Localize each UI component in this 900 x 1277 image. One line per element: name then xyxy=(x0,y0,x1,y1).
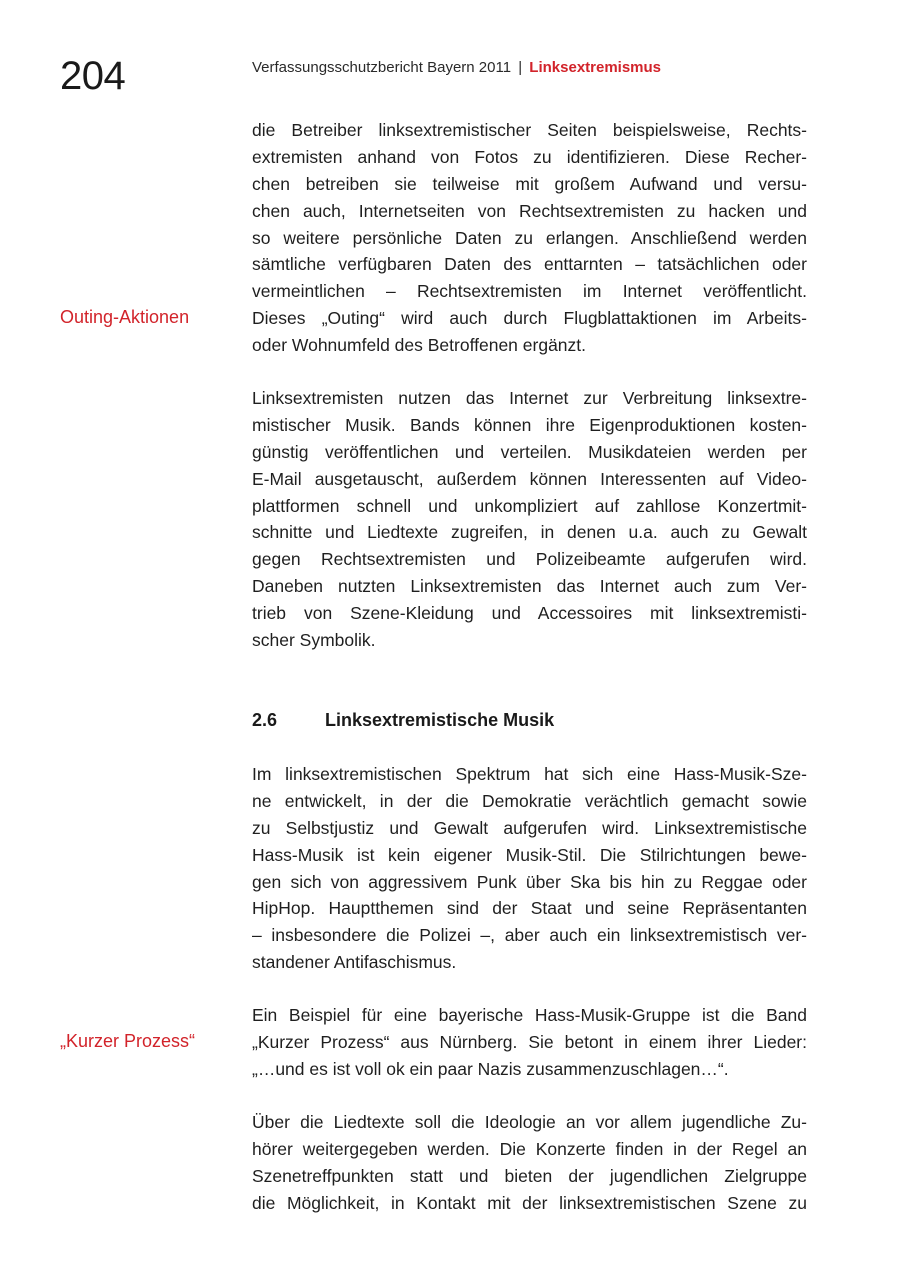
text-line: sämtliche verfügbaren Daten des enttarnten – tatsächlichen oder xyxy=(252,254,807,275)
text-line: chen betreiben sie teilweise mit großem Aufwand und versu- xyxy=(252,173,807,194)
text-line: günstig veröffentlichen und verteilen. Musikdateien werden per xyxy=(252,441,807,462)
section-number: 2.6 xyxy=(252,710,278,730)
paragraph-lyrics-ideology xyxy=(252,1109,807,1217)
paragraph-internet-music xyxy=(252,385,807,654)
text-line: scher Symbolik. xyxy=(252,630,376,651)
text-line: Ein Beispiel für eine bayerische Hass-Musik-Gruppe ist die Band xyxy=(252,1005,807,1025)
section-heading xyxy=(252,707,554,733)
text-line: Im linksextremistischen Spektrum hat sich eine Hass-Musik-Sze- xyxy=(252,764,807,784)
text-line: Linksextremisten nutzen das Internet zur Verbreitung linksextre- xyxy=(252,388,807,408)
text-line: E-Mail ausgetauscht, außerdem können Interessenten auf Video- xyxy=(252,468,807,489)
text-line: oder Wohnumfeld des Betroffenen ergänzt. xyxy=(252,335,587,356)
page-number: 204 xyxy=(60,54,126,98)
text-line: ne entwickelt, in der die Demokratie verächtlich gemacht sowie xyxy=(252,790,807,811)
text-line: gen sich von aggressivem Punk über Ska bis hin zu Reggae oder xyxy=(252,871,807,892)
text-line: hörer weitergegeben werden. Die Konzerte finden in der Regel an xyxy=(252,1138,807,1159)
text-line: Über die Liedtexte soll die Ideologie an vor allem jugendliche Zu- xyxy=(252,1112,807,1132)
paragraph-outing xyxy=(252,117,807,359)
text-line: „…und es ist voll ok ein paar Nazis zusammenzuschlagen…“. xyxy=(252,1058,729,1079)
text-line: Szenetreffpunkten statt und bieten der jugendlichen Zielgruppe xyxy=(252,1165,807,1186)
margin-note-kurzer-prozess: „Kurzer Prozess“ xyxy=(60,1031,196,1051)
text-line: chen auch, Internetseiten von Rechtsextremisten zu hacken und xyxy=(252,200,807,221)
text-line: so weitere persönliche Daten zu erlangen. Anschließend werden xyxy=(252,227,807,248)
text-line: Daneben nutzten Linksextremisten das Internet auch zum Ver- xyxy=(252,576,807,597)
running-head xyxy=(252,58,661,78)
text-line: HipHop. Hauptthemen sind der Staat und seine Repräsentanten xyxy=(252,898,807,919)
text-line: Dieses „Outing“ wird auch durch Flugblattaktionen im Arbeits- xyxy=(252,308,807,329)
paragraph-band-example xyxy=(252,1002,807,1083)
section-title: Linksextremismus xyxy=(529,59,662,76)
text-line: zu Selbstjustiz und Gewalt aufgerufen wird. Linksextremistische xyxy=(252,817,807,838)
header-separator: | xyxy=(518,59,523,76)
section-heading-title: Linksextremistische Musik xyxy=(325,710,555,730)
text-line: trieb von Szene-Kleidung und Accessoires mit linksextremisti- xyxy=(252,603,807,624)
text-line: extremisten anhand von Fotos zu identifizieren. Diese Recher- xyxy=(252,146,807,167)
text-line: gegen Rechtsextremisten und Polizeibeamte aufgerufen wird. xyxy=(252,549,807,570)
paragraph-hate-music xyxy=(252,761,807,976)
text-line: schnitte und Liedtexte zugreifen, in denen u.a. auch zu Gewalt xyxy=(252,522,807,543)
text-line: vermeintlichen – Rechtsextremisten im Internet veröffentlicht. xyxy=(252,281,807,302)
margin-note-outing: Outing-Aktionen xyxy=(60,307,190,327)
text-line: die Möglichkeit, in Kontakt mit der linksextremistischen Szene zu xyxy=(252,1192,807,1213)
text-line: plattformen schnell und unkompliziert auf zahllose Konzertmit- xyxy=(252,495,807,516)
text-line: „Kurzer Prozess“ aus Nürnberg. Sie betont in einem ihrer Lieder: xyxy=(252,1031,807,1052)
text-line: die Betreiber linksextremistischer Seiten beispielsweise, Rechts- xyxy=(252,120,807,140)
text-line: Hass-Musik ist kein eigener Musik-Stil. Die Stilrichtungen bewe- xyxy=(252,844,807,865)
report-title: Verfassungsschutzbericht Bayern 2011 xyxy=(252,59,512,76)
text-line: mistischer Musik. Bands können ihre Eigenproduktionen kosten- xyxy=(252,414,807,435)
text-line: – insbesondere die Polizei –, aber auch ein linksextremistisch ver- xyxy=(252,925,807,946)
text-line: standener Antifaschismus. xyxy=(252,952,457,973)
